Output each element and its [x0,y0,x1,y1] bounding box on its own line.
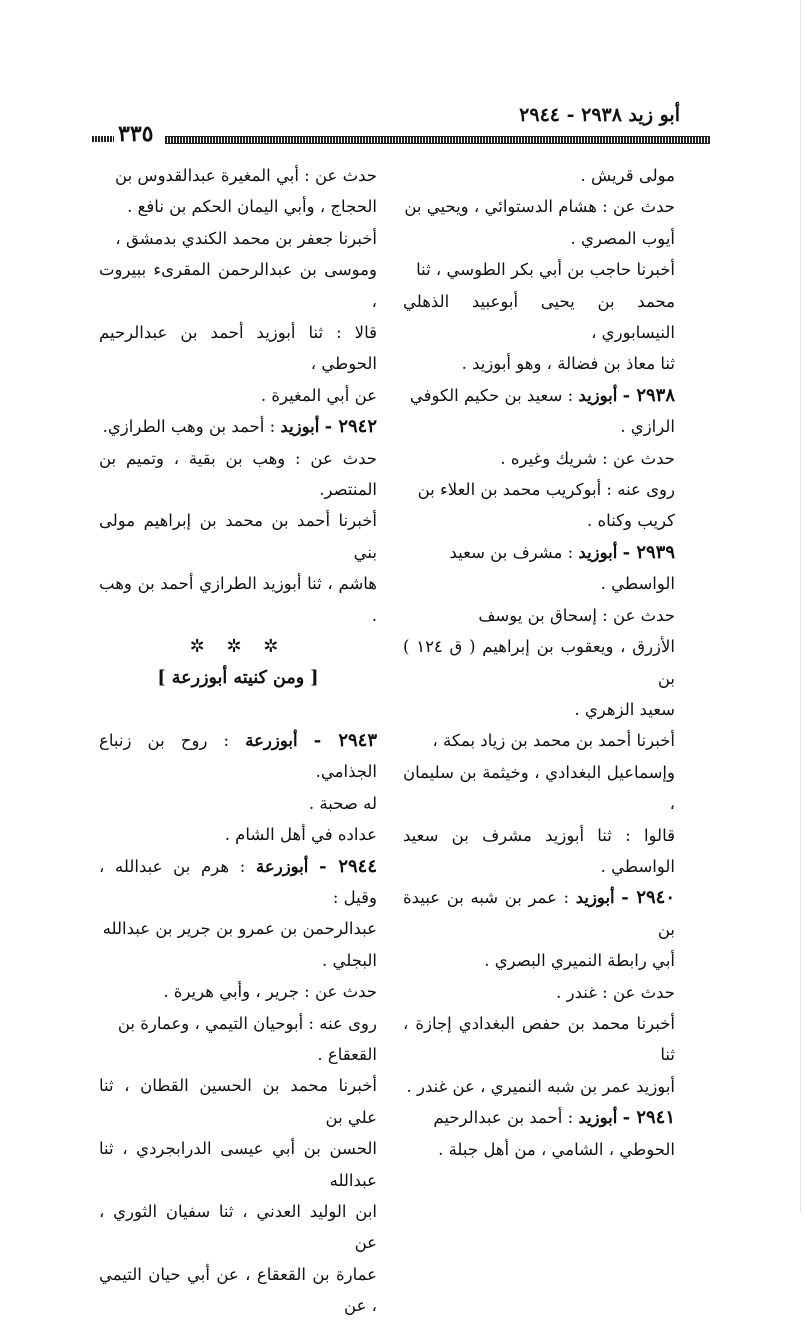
entry-kunya: أبوزيد [578,385,618,405]
biography-entry-heading [99,411,377,442]
text-line: حدث عن : شريك وغيره . [500,448,675,468]
text-line: سعيد الزهري . [574,699,675,719]
text-line: أيوب المصري . [570,228,675,248]
text-line: حدث عن : جرير ، وأبي هريرة . [163,982,377,1002]
text-line: محمد بن يحيى أبوعبيد الذهلي النيسابوري ، [403,291,675,343]
page-number-text: ٣٣٥ [118,121,154,147]
entry-name: : أحمد بن عبدالرحيم [433,1108,579,1128]
biography-entry-heading [403,537,675,568]
text-line: حدث عن : إسحاق بن يوسف [478,605,675,625]
text-line: حدث عن : وهب بن بقية ، وتميم بن المنتصر. [99,448,377,500]
text-line: حدث عن : هشام الدستوائي ، ويحيي بن [404,197,675,217]
entry-number: ٢٩٣٩ - [622,541,675,563]
text-line: الأزرق ، ويعقوب بن إبراهيم ( ق ١٢٤ ) بن [403,637,675,688]
text-line: له صحبة . [308,793,377,813]
page-number [92,118,164,150]
text-line: الحجاج ، وأبي اليمان الحكم بن نافع . [127,197,377,217]
text-line: أخبرنا أحمد بن محمد بن زياد بمكة ، [432,731,675,751]
text-line: ثنا معاذ بن فضالة ، وهو أبوزيد . [461,354,675,374]
text-line: أبي رابطة النميري البصري . [484,951,675,971]
text-line: الحوطي ، الشامي ، من أهل جبلة . [438,1139,675,1159]
biography-entry-heading [403,380,675,411]
text-line: مولى قريش . [580,166,675,185]
text-line: وإسماعيل البغدادي ، وخيثمة بن سليمان ، [403,762,675,814]
entry-name: : عمر بن شبه بن عبيدة بن [403,888,675,939]
text-line: الواسطي . [600,574,675,594]
entry-name: : مشرف بن سعيد [449,542,579,562]
scan-edge-line [800,0,801,1213]
biography-entry-heading [403,1102,675,1133]
text-line: هاشم ، ثنا أبوزيد الطرازي أحمد بن وهب . [99,574,377,625]
entry-name: : هرم بن عبدالله ، وقيل : [99,856,377,907]
entry-number: ٢٩٤٠ - [621,887,675,909]
section-divider-stars: ✲ ✲ ✲ [189,636,287,658]
text-line: روى عنه : أبوكريب محمد بن العلاء بن [417,480,675,500]
entry-kunya: أبوزيد [578,542,618,562]
biography-entry-heading [99,725,377,788]
biography-entry-heading [403,882,675,945]
entry-name: : سعيد بن حكيم الكوفي [409,385,579,405]
text-line: ابن الوليد العدني ، ثنا سفيان الثوري ، عن [99,1202,377,1253]
text-line: عمارة بن القعقاع ، عن أبي حيان التيمي ، عن [99,1264,377,1316]
header-rule [165,136,710,144]
section-heading: [ ومن كنيته أبوزرعة ] [157,667,319,688]
entry-kunya: أبوزرعة [245,730,298,750]
right-text-column [403,160,675,1165]
entry-number: ٢٩٤٢ - [324,416,377,438]
entry-number: ٢٩٣٨ - [622,384,675,406]
text-line: حدث عن : أبي المغيرة عبدالقدوس بن [115,166,377,185]
entry-name: : روح بن زنباع الجذامي. [99,730,377,782]
text-line: روى عنه : أبوحيان التيمي ، وعمارة بن [117,1013,377,1033]
text-line: أخبرنا جعفر بن محمد الكندي بدمشق ، [115,228,377,248]
text-line: أخبرنا أحمد بن محمد بن إبراهيم مولى بني [99,511,377,562]
text-line: وموسى بن عبدالرحمن المقرىء ببيروت ، [99,260,377,311]
paragraph-gap [99,694,377,725]
text-line: أخبرنا محمد بن حفص البغدادي إجازة ، ثنا [403,1013,675,1065]
running-header-title: أبو زيد ٢٩٣٨ - ٢٩٤٤ [519,104,680,126]
text-line: قالا : ثنا أبوزيد أحمد بن عبدالرحيم الحوطي ، [99,323,377,374]
entry-kunya: أبوزرعة [256,856,309,876]
entry-kunya: أبوزيد [578,1108,618,1128]
left-text-column [99,160,377,1322]
text-line: الحسن بن أبي عيسى الدرابجردي ، ثنا عبدالله [99,1139,377,1190]
entry-kunya: أبوزيد [575,888,615,908]
entry-number: ٢٩٤١ - [622,1107,675,1129]
entry-name: : أحمد بن وهب الطرازي. [102,417,281,437]
text-line: البجلي . [322,950,377,970]
text-line: القعقاع . [317,1044,377,1064]
text-line: الرازي . [620,417,675,437]
text-line: كريب وكناه . [587,511,675,531]
text-line: عن أبي المغيرة . [260,385,377,405]
text-line: حدث عن : غندر . [556,982,675,1002]
text-line: عداده في أهل الشام . [224,825,377,845]
text-line: قالوا : ثنا أبوزيد مشرف بن سعيد الواسطي . [403,825,675,876]
entry-number: ٢٩٤٣ - [313,729,377,751]
entry-number: ٢٩٤٤ - [319,855,377,877]
text-line: أخبرنا حاجب بن أبي بكر الطوسي ، ثنا [416,260,675,280]
text-line: عبدالرحمن بن عمرو بن جرير بن عبدالله [102,919,377,939]
text-line: أخبرنا محمد بن الحسين القطان ، ثنا علي بن [99,1076,377,1127]
entry-kunya: أبوزيد [280,417,320,437]
biography-entry-heading [99,851,377,914]
text-line: أبوزيد عمر بن شبه النميري ، عن غندر . [406,1076,675,1096]
